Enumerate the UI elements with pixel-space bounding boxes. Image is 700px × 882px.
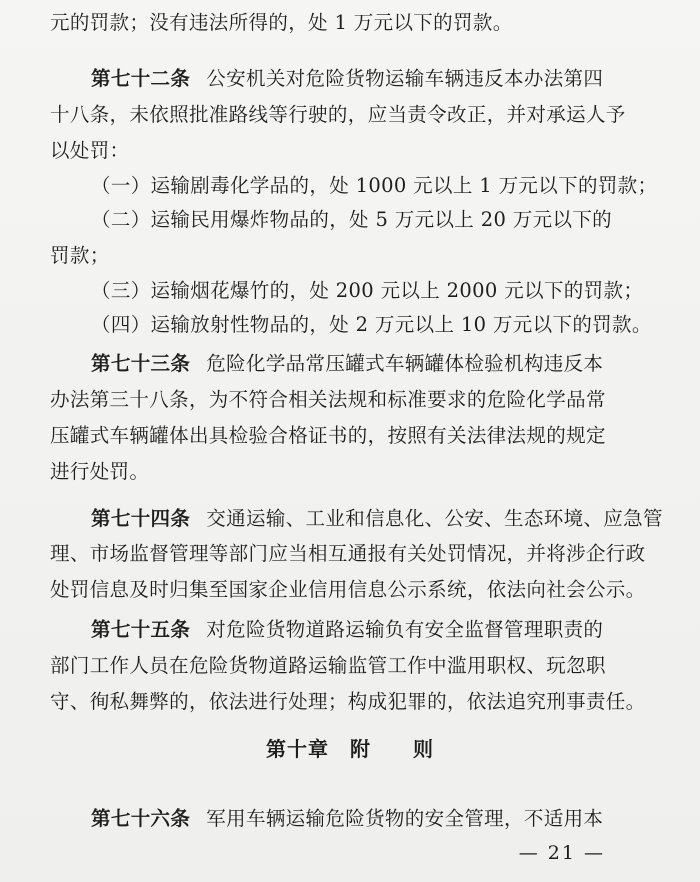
- list-item-2: [91, 205, 612, 235]
- list-item-1: [91, 171, 657, 201]
- text-line: [50, 421, 606, 451]
- article-73-text: 危险化学品常压罐式车辆罐体检验机构违反本: [206, 352, 604, 375]
- article-75-text: 对危险货物道路运输负有安全监督管理职责的: [206, 618, 604, 641]
- line-text: 罚款；: [50, 244, 110, 267]
- line-text: （三）运输烟花爆竹的，处 200 元以上 2000 元以下的罚款；: [91, 279, 644, 302]
- article-76-text: 军用车辆运输危险货物的安全管理，不适用本: [206, 807, 604, 830]
- page-number: — 21 —: [518, 842, 605, 864]
- line-text: 进行处罚。: [50, 460, 150, 483]
- line-text: 处罚信息及时归集至国家企业信用信息公示系统，依法向社会公示。: [50, 578, 646, 601]
- line-text: 守、徇私舞弊的，依法进行处理；构成犯罪的，依法追究刑事责任。: [50, 690, 646, 713]
- text-line: [50, 651, 606, 681]
- line-text: （四）运输放射性物品的，处 2 万元以上 10 万元以下的罚款。: [91, 313, 652, 336]
- article-74-line: [91, 504, 663, 534]
- line-text: 元的罚款；没有违法所得的，处 1 万元以下的罚款。: [50, 11, 513, 34]
- line-text: 理、市场监督管理等部门应当相互通报有关处罚情况，并将涉企行政: [50, 542, 646, 565]
- list-item-3: [91, 276, 643, 306]
- article-74-title: 第七十四条: [91, 507, 191, 530]
- article-74-text: 交通运输、工业和信息化、公安、生态环境、应急管: [206, 507, 663, 530]
- list-item-2-continued: [50, 241, 110, 271]
- article-72-text: 公安机关对危险货物运输车辆违反本办法第四: [206, 67, 604, 90]
- line-text: 以处罚：: [50, 139, 130, 162]
- line-text: （一）运输剧毒化学品的，处 1000 元以上 1 万元以下的罚款；: [91, 174, 658, 197]
- article-76-line: [91, 804, 603, 834]
- line-text: 部门工作人员在危险货物道路运输监管工作中滥用职权、玩忽职: [50, 654, 606, 677]
- text-line: [50, 136, 129, 166]
- text-line: [50, 687, 646, 717]
- article-72-title: 第七十二条: [91, 67, 191, 90]
- article-72-line: [91, 64, 603, 94]
- line-text: 办法第三十八条，为不符合相关法规和标准要求的危险化学品常: [50, 388, 606, 411]
- text-line: [50, 575, 646, 605]
- chapter-heading: 第十章 附 则: [266, 737, 434, 761]
- article-75-title: 第七十五条: [91, 618, 191, 641]
- text-line: [50, 385, 606, 415]
- line-text: （二）运输民用爆炸物品的，处 5 万元以上 20 万元以下的: [91, 208, 613, 231]
- article-75-line: [91, 615, 603, 645]
- article-76-title: 第七十六条: [91, 807, 191, 830]
- line-text: 压罐式车辆罐体出具检验合格证书的，按照有关法律法规的规定: [50, 424, 606, 447]
- text-line: [50, 539, 646, 569]
- text-line: [50, 8, 513, 38]
- article-73-line: [91, 349, 603, 379]
- text-line: [50, 100, 626, 130]
- text-line: [50, 457, 149, 487]
- line-text: 十八条，未依照批准路线等行驶的，应当责令改正，并对承运人予: [50, 103, 626, 126]
- article-73-title: 第七十三条: [91, 352, 191, 375]
- list-item-4: [91, 310, 652, 340]
